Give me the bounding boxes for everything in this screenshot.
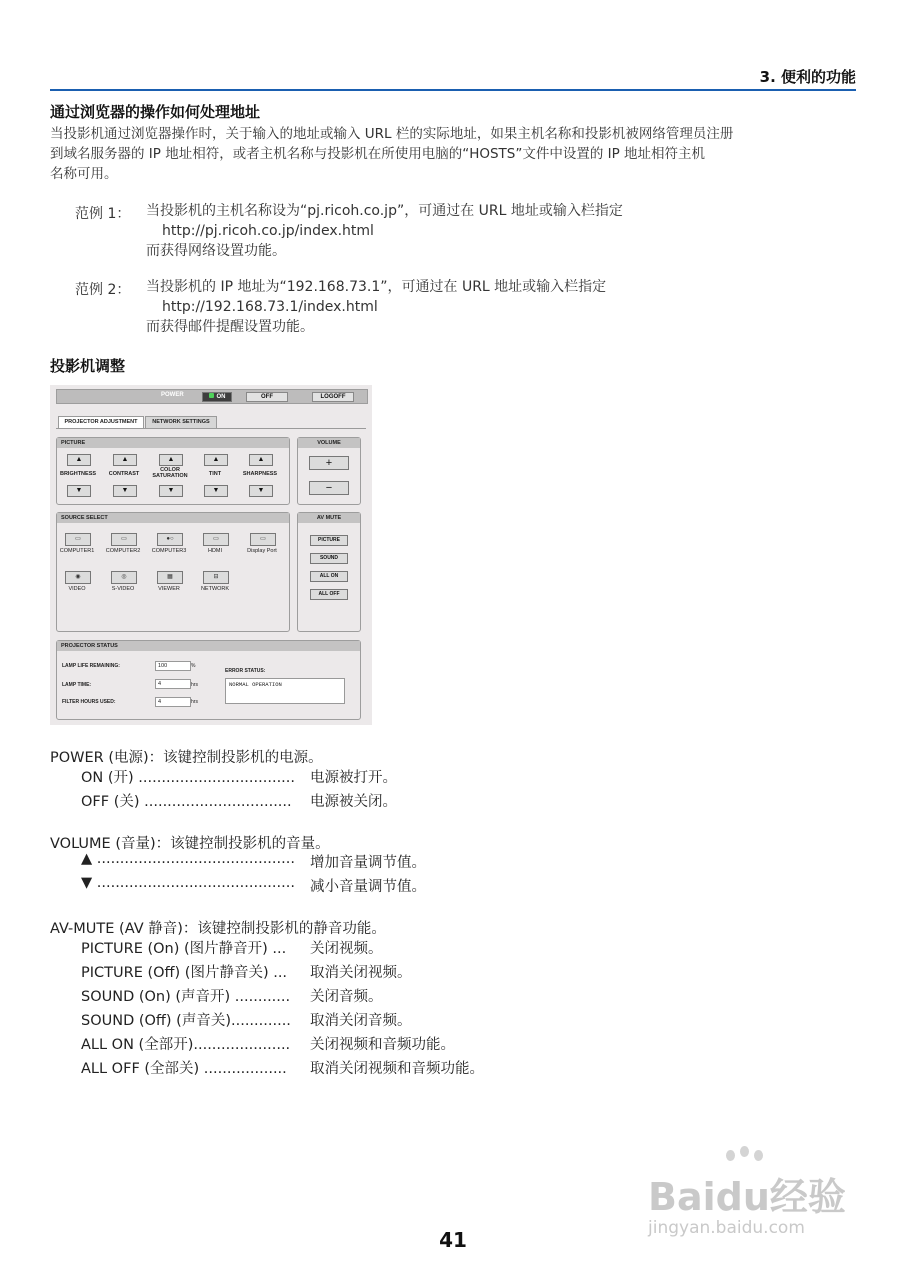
example1-text [146,201,623,261]
page-number: 41 [439,1228,467,1252]
contrast-up-button[interactable]: ▲ [113,454,137,466]
power-bar [56,389,368,404]
volume-group-title: VOLUME [298,438,360,448]
power-off-button[interactable]: OFF [246,392,288,402]
video-button[interactable] [65,571,91,584]
avmute-item [81,1057,305,1078]
item-key: PICTURE (Off) (图片静音关) [81,965,269,981]
volume-down-item [81,875,305,891]
example1-label: 范例 1： [75,206,131,222]
error-status-label: ERROR STATUS: [225,668,266,674]
computer3-button[interactable] [157,533,183,546]
sharpness-down-button[interactable]: ▼ [249,485,273,497]
example2-text [146,277,606,337]
hdmi-label: HDMI [207,548,223,554]
example2-result: 而获得邮件提醒设置功能。 [146,319,314,335]
avmute-item-value: 关闭音频。 [310,989,383,1005]
volume-up-button[interactable]: + [309,456,349,470]
section-title-browser-address: 通过浏览器的操作如何处理地址 [50,103,261,121]
power-on-button[interactable] [202,392,232,402]
computer1-label: COMPUTER1 [59,548,95,554]
power-on-item [81,766,295,787]
example2-line: 当投影机的 IP 地址为“192.168.73.1”，可通过在 URL 地址或输入栏指定 [146,279,607,295]
avmute-item [81,1009,305,1030]
example2-label: 范例 2： [75,282,131,298]
power-description: POWER (电源)：该键控制投影机的电源。 [50,750,323,766]
item-key: ON (开) [81,770,134,786]
paw-icon [726,1150,735,1161]
brightness-label: BRIGHTNESS [59,471,97,477]
on-label: ON [216,394,226,400]
example1-url: http://pj.ricoh.co.jp/index.html [162,223,374,239]
tint-label: TINT [208,471,222,477]
lamp-time-label: LAMP TIME: [62,682,92,688]
hdmi-icon: ▭ [213,536,219,542]
computer-icon: ▭ [75,536,81,542]
volume-up-item [81,851,305,867]
source-select-group [56,512,290,632]
displayport-button[interactable] [250,533,276,546]
lamp-time-unit: hrs [191,682,198,688]
power-led-icon [209,393,214,398]
chapter-title: 3. 便利的功能 [759,68,856,86]
s-video-label: S-VIDEO [111,586,135,592]
video-label: VIDEO [68,586,86,592]
power-label: POWER [161,392,184,398]
picture-group [56,437,290,505]
avmute-item-value: 取消关闭视频。 [310,965,412,981]
lamp-life-label: LAMP LIFE REMAINING: [62,663,120,669]
network-button[interactable] [203,571,229,584]
section-title-projector-adjustment: 投影机调整 [50,357,126,375]
filter-hours-field: 4 [155,697,191,707]
displayport-icon: ▭ [260,536,266,542]
section1-paragraph [50,124,870,184]
avmute-item [81,985,305,1006]
watermark-url: jingyan.baidu.com [648,1218,805,1238]
item-dots: ........................................... [92,851,295,867]
color-saturation-up-button[interactable]: ▲ [159,454,183,466]
avmute-item [81,1033,305,1054]
av-mute-all-off-button[interactable]: ALL OFF [310,589,348,600]
tab-network-settings[interactable]: NETWORK SETTINGS [145,416,217,428]
avmute-item [81,937,305,958]
contrast-label: CONTRAST [108,471,140,477]
lamp-life-field: 100 [155,661,191,671]
sharpness-label: SHARPNESS [242,471,278,477]
computer-component-icon: ●○ [166,536,174,542]
item-dots: ................................ [139,794,292,810]
brightness-down-button[interactable]: ▼ [67,485,91,497]
item-dots: ........................................... [92,875,295,891]
power-on-value: 电源被打开。 [310,770,397,786]
tab-projector-adjustment[interactable]: PROJECTOR ADJUSTMENT [58,416,144,428]
hdmi-button[interactable] [203,533,229,546]
computer1-button[interactable] [65,533,91,546]
avmute-description: AV-MUTE (AV 静音)：该键控制投影机的静音功能。 [50,921,386,937]
para-line: 名称可用。 [50,166,118,182]
source-select-title: SOURCE SELECT [57,513,289,523]
avmute-item [81,961,305,982]
item-key: OFF (关) [81,794,140,810]
example2-url: http://192.168.73.1/index.html [162,299,378,315]
displayport-label: Display Port [247,548,277,554]
av-mute-sound-button[interactable]: SOUND [310,553,348,564]
tint-down-button[interactable]: ▼ [204,485,228,497]
item-dots: .................. [199,1061,287,1077]
paw-icon [754,1150,763,1161]
volume-description: VOLUME (音量)：该键控制投影机的音量。 [50,836,330,852]
filter-hours-label: FILTER HOURS USED: [62,699,116,705]
lamp-time-field: 4 [155,679,191,689]
item-dots: ............. [231,1013,291,1029]
tint-up-button[interactable]: ▲ [204,454,228,466]
av-mute-group [297,512,361,632]
logoff-button[interactable]: LOGOFF [312,392,354,402]
item-dots: ... [267,941,287,957]
projector-web-ui [50,385,372,725]
avmute-item-value: 取消关闭视频和音频功能。 [310,1061,484,1077]
paw-icon [740,1146,749,1157]
av-mute-picture-button[interactable]: PICTURE [310,535,348,546]
lamp-life-unit: % [191,663,196,669]
item-key: ▼ [81,875,93,891]
para-line: 到域名服务器的 IP 地址相符，或者主机名称与投影机在所使用电脑的“HOSTS”文件中设置的 IP 地址相符主机 [50,146,706,162]
error-status-field[interactable]: NORMAL OPERATION [225,678,345,704]
projector-status-group [56,640,361,720]
avmute-item-value: 关闭视频。 [310,941,383,957]
av-mute-all-on-button[interactable]: ALL ON [310,571,348,582]
item-dots: ... [268,965,288,981]
color-saturation-down-button[interactable]: ▼ [159,485,183,497]
watermark-logo: Baidu经验 [648,1175,846,1219]
example1-result: 而获得网络设置功能。 [146,243,286,259]
s-video-icon: ◎ [121,574,127,580]
projector-status-title: PROJECTOR STATUS [57,641,360,651]
contrast-down-button[interactable]: ▼ [113,485,137,497]
network-icon: ⊟ [213,574,219,580]
viewer-icon: ▦ [167,574,173,580]
item-key: SOUND (On) (声音开) [81,989,231,1005]
s-video-button[interactable] [111,571,137,584]
volume-down-value: 减小音量调节值。 [310,879,426,895]
picture-group-title: PICTURE [57,438,289,448]
para-line: 当投影机通过浏览器操作时，关于输入的地址或输入 URL 栏的实际地址，如果主机名称和投影机被网络管理员注册 [50,126,734,142]
example1-line: 当投影机的主机名称设为“pj.ricoh.co.jp”，可通过在 URL 地址或输入栏指定 [146,203,623,219]
viewer-button[interactable] [157,571,183,584]
item-dots: ............ [230,989,291,1005]
volume-group [297,437,361,505]
power-off-value: 电源被关闭。 [310,794,397,810]
brightness-up-button[interactable]: ▲ [67,454,91,466]
computer2-button[interactable] [111,533,137,546]
computer-icon: ▭ [121,536,127,542]
item-dots: ..................... [193,1037,291,1053]
item-key: PICTURE (On) (图片静音开) [81,941,268,957]
item-key: SOUND (Off) (声音关) [81,1013,231,1029]
filter-hours-unit: hrs [191,699,198,705]
sharpness-up-button[interactable]: ▲ [249,454,273,466]
avmute-item-value: 取消关闭音频。 [310,1013,412,1029]
item-dots: .................................. [133,770,296,786]
viewer-label: VIEWER [158,586,180,592]
volume-up-value: 增加音量调节值。 [310,855,426,871]
header-rule [50,89,856,91]
power-off-item [81,790,292,811]
color-saturation-label: COLOR SATURATION [152,467,188,479]
tab-divider [56,428,366,429]
computer3-label: COMPUTER3 [151,548,187,554]
network-label: NETWORK [200,586,230,592]
item-key: ALL ON (全部开) [81,1037,194,1053]
volume-down-button[interactable]: − [309,481,349,495]
item-key: ALL OFF (全部关) [81,1061,200,1077]
item-key: ▲ [81,851,93,867]
computer2-label: COMPUTER2 [105,548,141,554]
video-icon: ◉ [75,574,81,580]
avmute-item-value: 关闭视频和音频功能。 [310,1037,455,1053]
av-mute-title: AV MUTE [298,513,360,523]
